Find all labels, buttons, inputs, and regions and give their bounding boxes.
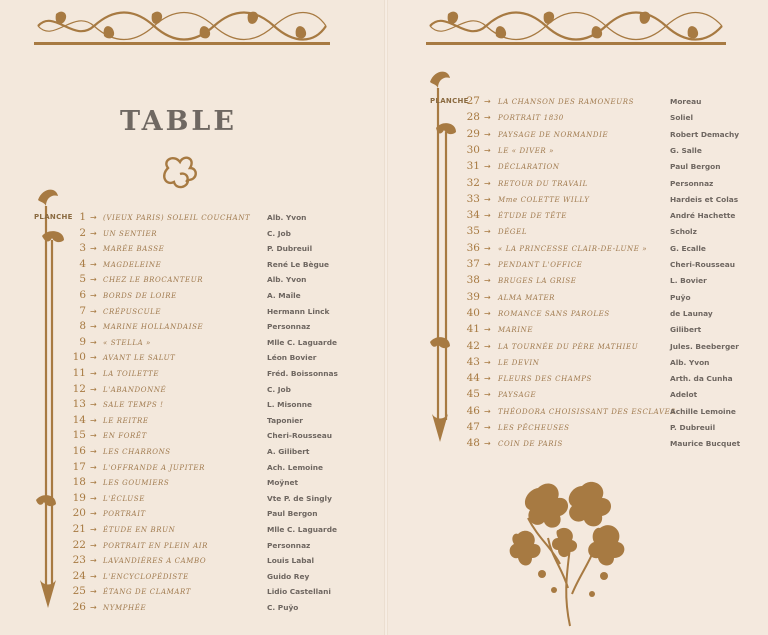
arrow-right-icon: → bbox=[484, 308, 491, 318]
arrow-right-icon: → bbox=[484, 227, 491, 237]
plate-row bbox=[388, 145, 764, 159]
plate-row bbox=[388, 292, 764, 306]
plate-title: PORTRAIT bbox=[103, 510, 146, 519]
arrow-right-icon: → bbox=[484, 374, 491, 384]
arrow-right-icon: → bbox=[90, 587, 97, 597]
plate-number: 38 bbox=[466, 274, 480, 287]
arrow-right-icon: → bbox=[484, 341, 491, 351]
plate-title: LA TOILETTE bbox=[103, 370, 160, 378]
arrow-right-icon: → bbox=[484, 162, 491, 172]
arrow-right-icon: → bbox=[484, 145, 491, 155]
arrow-right-icon: → bbox=[90, 431, 97, 441]
plate-title: LE « DIVER » bbox=[498, 146, 555, 155]
plate-number: 47 bbox=[466, 421, 480, 433]
arrow-right-icon: → bbox=[90, 322, 97, 332]
arrow-right-icon: → bbox=[90, 259, 97, 269]
plate-number: 8 bbox=[79, 320, 86, 333]
plate-row bbox=[388, 275, 764, 289]
plate-row bbox=[388, 129, 764, 143]
plate-row bbox=[0, 352, 380, 366]
plate-artist: A. Maîle bbox=[267, 291, 301, 300]
arrow-right-icon: → bbox=[90, 447, 97, 456]
plate-row bbox=[388, 259, 764, 273]
arrow-right-icon: → bbox=[484, 276, 491, 286]
plate-artist: Adelot bbox=[670, 390, 698, 400]
arrow-right-icon: → bbox=[90, 291, 97, 300]
plate-title: CRÉPUSCULE bbox=[103, 307, 162, 316]
plate-title: LAVANDIÈRES A CAMBO bbox=[103, 557, 207, 566]
plate-artist: Moÿnet bbox=[267, 478, 299, 488]
plate-title: SALE TEMPS ! bbox=[103, 401, 164, 410]
plate-number: 45 bbox=[466, 388, 480, 401]
arrow-right-icon: → bbox=[484, 113, 491, 123]
plate-row bbox=[0, 508, 380, 522]
arrow-right-icon: → bbox=[90, 525, 97, 534]
plate-number: 41 bbox=[466, 323, 480, 336]
plate-number: 20 bbox=[72, 507, 86, 520]
plate-row bbox=[0, 493, 380, 507]
plate-number: 9 bbox=[79, 335, 86, 348]
plate-artist: Hardeis et Colas bbox=[670, 194, 739, 204]
ornament-header-left bbox=[34, 6, 330, 46]
plate-title: L'OFFRANDE A JUPITER bbox=[103, 463, 205, 472]
plate-artist: Personnaz bbox=[267, 540, 311, 550]
plate-row bbox=[388, 210, 764, 224]
plate-title: RETOUR DU TRAVAIL bbox=[498, 179, 588, 188]
plate-row bbox=[0, 399, 380, 413]
plate-row bbox=[388, 96, 764, 110]
plate-row bbox=[0, 337, 380, 351]
plate-number: 19 bbox=[72, 491, 86, 504]
plate-artist: C. Puÿo bbox=[267, 603, 299, 612]
arrow-right-icon: → bbox=[90, 275, 97, 285]
plate-number: 10 bbox=[72, 351, 86, 364]
plate-title: MARÉE BASSE bbox=[103, 245, 165, 254]
plate-number: 34 bbox=[466, 209, 480, 222]
plate-artist: Mlle C. Laguarde bbox=[267, 337, 337, 347]
plate-artist: Scholz bbox=[670, 227, 697, 237]
plate-number: 3 bbox=[79, 242, 86, 255]
plate-number: 28 bbox=[466, 111, 480, 124]
plate-title: ALMA MATER bbox=[498, 293, 556, 302]
plate-artist: L. Misonne bbox=[267, 400, 312, 410]
plate-row bbox=[388, 161, 764, 175]
plate-number: 2 bbox=[79, 226, 86, 239]
arrow-right-icon: → bbox=[90, 540, 97, 550]
plate-row bbox=[0, 524, 380, 538]
plate-title: Mme COLETTE WILLY bbox=[498, 195, 590, 204]
plate-row bbox=[0, 274, 380, 288]
plate-number: 27 bbox=[466, 95, 480, 107]
plate-artist: Arth. da Cunha bbox=[670, 374, 733, 384]
plate-row bbox=[388, 178, 764, 192]
plate-row bbox=[0, 446, 380, 460]
arrow-right-icon: → bbox=[484, 390, 491, 400]
arrow-right-icon: → bbox=[90, 213, 97, 222]
plate-row bbox=[388, 406, 764, 420]
plate-title: PAYSAGE DE NORMANDIE bbox=[498, 130, 609, 139]
plate-artist: Léon Bovier bbox=[267, 353, 317, 363]
plate-artist: Alb. Yvon bbox=[267, 275, 307, 285]
plate-artist: Alb. Yvon bbox=[267, 213, 307, 222]
plate-number: 30 bbox=[466, 143, 480, 156]
arrow-right-icon: → bbox=[90, 603, 97, 612]
plate-artist: Gilibert bbox=[670, 325, 702, 335]
arrow-right-icon: → bbox=[484, 178, 491, 188]
plate-artist: Cheri-Rousseau bbox=[670, 260, 736, 269]
plate-title: PAYSAGE bbox=[498, 391, 537, 400]
plate-row bbox=[388, 324, 764, 338]
plate-title: DÉCLARATION bbox=[498, 163, 560, 172]
plate-row bbox=[0, 586, 380, 600]
arrow-right-icon: → bbox=[90, 462, 97, 472]
plate-number: 42 bbox=[466, 339, 480, 352]
plate-artist: Maurice Bucquet bbox=[670, 439, 741, 449]
plate-artist: P. Dubreuil bbox=[267, 244, 313, 254]
plate-artist: G. Ecalle bbox=[670, 243, 706, 253]
plate-number: 40 bbox=[466, 306, 480, 319]
plate-artist: de Launay bbox=[670, 308, 713, 318]
plate-title: CHEZ LE BROCANTEUR bbox=[103, 276, 204, 285]
plate-title: DÉGEL bbox=[498, 228, 528, 237]
plate-title: LES PÊCHEUSES bbox=[498, 424, 570, 432]
plate-title: COIN DE PARIS bbox=[498, 440, 563, 449]
arrow-right-icon: → bbox=[484, 406, 491, 416]
plate-number: 22 bbox=[72, 538, 86, 551]
arrow-right-icon: → bbox=[90, 509, 97, 519]
plate-number: 4 bbox=[79, 257, 86, 270]
plate-title: THÉODORA CHOISISSANT DES ESCLAVES bbox=[498, 407, 676, 416]
plate-number: 6 bbox=[79, 289, 86, 301]
plate-number: 39 bbox=[466, 290, 480, 303]
plate-row bbox=[0, 602, 380, 616]
plate-number: 37 bbox=[466, 258, 480, 270]
plate-number: 44 bbox=[466, 372, 480, 385]
plate-artist: Cheri-Rousseau bbox=[267, 431, 333, 441]
plate-number: 18 bbox=[72, 476, 86, 489]
flourish-icon bbox=[160, 154, 202, 190]
plate-row bbox=[388, 373, 764, 387]
plate-artist: G. Salle bbox=[670, 145, 702, 155]
arrow-right-icon: → bbox=[484, 325, 491, 335]
plate-row bbox=[0, 571, 380, 585]
plate-title: ÉTUDE DE TÊTE bbox=[498, 212, 567, 221]
plate-artist: Soliel bbox=[670, 113, 694, 123]
plate-title: L'ÉCLUSE bbox=[103, 494, 145, 503]
plate-number: 29 bbox=[466, 127, 480, 140]
plate-title: (VIEUX PARIS) SOLEIL COUCHANT bbox=[103, 214, 251, 222]
floral-bouquet-illustration bbox=[508, 478, 638, 628]
plate-row bbox=[0, 477, 380, 491]
plate-artist: Paul Bergon bbox=[267, 509, 318, 519]
arrow-right-icon: → bbox=[484, 211, 491, 221]
plate-title: MARINE HOLLANDAISE bbox=[103, 323, 204, 332]
plate-artist: André Hachette bbox=[670, 211, 736, 221]
plate-artist: C. Job bbox=[267, 384, 291, 394]
plate-number: 31 bbox=[466, 160, 480, 173]
plate-title: PORTRAIT 1830 bbox=[498, 114, 564, 123]
plate-number: 48 bbox=[466, 437, 480, 450]
plate-artist: A. Gilibert bbox=[267, 447, 310, 456]
plate-title: PENDANT L'OFFICE bbox=[498, 261, 583, 269]
plate-label: PLANCHE bbox=[430, 97, 469, 105]
plate-row bbox=[0, 368, 380, 382]
plate-artist: Alb. Yvon bbox=[670, 357, 710, 367]
plate-artist: Taponier bbox=[267, 415, 303, 425]
plate-number: 43 bbox=[466, 355, 480, 368]
arrow-right-icon: → bbox=[90, 415, 97, 425]
plate-number: 26 bbox=[72, 601, 86, 613]
arrow-right-icon: → bbox=[90, 493, 97, 503]
plate-title: « LA PRINCESSE CLAIR-DE-LUNE » bbox=[498, 244, 648, 253]
plate-title: LA TOURNÉE DU PÈRE MATHIEU bbox=[498, 342, 639, 351]
arrow-right-icon: → bbox=[484, 97, 491, 106]
plate-artist: Moreau bbox=[670, 97, 702, 106]
plate-row bbox=[0, 555, 380, 569]
arrow-right-icon: → bbox=[90, 556, 97, 566]
plate-artist: René Le Bègue bbox=[267, 259, 330, 269]
plate-number: 5 bbox=[79, 273, 86, 286]
plate-title: EN FORÊT bbox=[103, 432, 147, 441]
plate-artist: Vte P. de Singly bbox=[267, 493, 332, 503]
plate-artist: Hermann Linck bbox=[267, 306, 330, 316]
arrow-right-icon: → bbox=[90, 337, 97, 347]
plate-row bbox=[388, 357, 764, 371]
plate-row bbox=[388, 438, 764, 452]
plate-title: L'ENCYCLOPÉDISTE bbox=[103, 572, 189, 581]
plate-number: 16 bbox=[72, 445, 86, 457]
plate-number: 25 bbox=[72, 585, 86, 598]
plate-artist: Louis Labal bbox=[267, 556, 315, 566]
plate-number: 12 bbox=[72, 382, 86, 395]
arrow-right-icon: → bbox=[90, 353, 97, 363]
plate-row bbox=[0, 212, 380, 226]
arrow-right-icon: → bbox=[90, 306, 97, 316]
plate-row bbox=[0, 243, 380, 257]
arrow-right-icon: → bbox=[90, 571, 97, 581]
plate-row bbox=[0, 290, 380, 304]
plate-title: « STELLA » bbox=[103, 338, 151, 347]
plate-title: ÉTANG DE CLAMART bbox=[103, 588, 192, 597]
plate-row bbox=[0, 415, 380, 429]
plate-title: PORTRAIT EN PLEIN AIR bbox=[103, 541, 208, 550]
plate-artist: Ach. Lemoine bbox=[267, 462, 324, 472]
arrow-right-icon: → bbox=[90, 384, 97, 394]
plate-row bbox=[388, 422, 764, 436]
plate-number: 11 bbox=[72, 367, 86, 379]
arrow-right-icon: → bbox=[484, 423, 491, 432]
plate-number: 1 bbox=[79, 211, 86, 223]
plate-row bbox=[388, 341, 764, 355]
plate-title: NYMPHÉE bbox=[103, 604, 147, 612]
plate-number: 7 bbox=[79, 304, 86, 317]
plate-artist: Guido Rey bbox=[267, 571, 310, 581]
plate-artist: Personnaz bbox=[267, 322, 311, 332]
plate-artist: Paul Bergon bbox=[670, 162, 721, 172]
plate-title: BORDS DE LOIRE bbox=[103, 292, 177, 300]
plate-number: 35 bbox=[466, 225, 480, 238]
plate-row bbox=[0, 384, 380, 398]
plate-number: 36 bbox=[466, 241, 480, 254]
ornament-header-right bbox=[426, 6, 726, 46]
plate-artist: Fréd. Boissonnas bbox=[267, 369, 338, 378]
plate-title: UN SENTIER bbox=[103, 229, 158, 238]
page-title: TABLE bbox=[120, 106, 237, 137]
plate-number: 15 bbox=[72, 429, 86, 442]
plate-number: 24 bbox=[72, 569, 86, 582]
plate-row bbox=[388, 389, 764, 403]
plate-row bbox=[0, 306, 380, 320]
plate-row bbox=[0, 540, 380, 554]
plate-row bbox=[0, 430, 380, 444]
plate-number: 14 bbox=[72, 413, 86, 426]
plate-number: 33 bbox=[466, 192, 480, 205]
arrow-right-icon: → bbox=[90, 228, 97, 238]
arrow-right-icon: → bbox=[484, 292, 491, 302]
plate-artist: L. Bovier bbox=[670, 276, 707, 286]
plate-title: AVANT LE SALUT bbox=[103, 354, 176, 363]
plate-artist: Achille Lemoine bbox=[670, 406, 736, 416]
plate-title: MARINE bbox=[498, 326, 534, 335]
arrow-right-icon: → bbox=[484, 194, 491, 204]
plate-number: 21 bbox=[72, 523, 86, 535]
plate-row bbox=[0, 228, 380, 242]
right-page bbox=[388, 0, 768, 635]
arrow-right-icon: → bbox=[90, 400, 97, 410]
plate-row bbox=[388, 243, 764, 257]
plate-title: LES GOUMIERS bbox=[103, 479, 170, 488]
plate-row bbox=[388, 308, 764, 322]
plate-artist: Jules. Beeberger bbox=[670, 341, 739, 351]
plate-artist: Lidio Castellani bbox=[267, 587, 331, 597]
plate-row bbox=[388, 112, 764, 126]
plate-title: FLEURS DES CHAMPS bbox=[498, 375, 592, 384]
arrow-right-icon: → bbox=[484, 260, 491, 269]
arrow-right-icon: → bbox=[90, 369, 97, 378]
plate-artist: P. Dubreuil bbox=[670, 423, 716, 432]
arrow-right-icon: → bbox=[484, 357, 491, 367]
plate-row bbox=[0, 259, 380, 273]
plate-number: 13 bbox=[72, 398, 86, 411]
plate-row bbox=[0, 462, 380, 476]
plate-artist: Robert Demachy bbox=[670, 129, 740, 139]
plate-number: 46 bbox=[466, 404, 480, 417]
plate-number: 17 bbox=[72, 460, 86, 473]
plate-label: PLANCHE bbox=[34, 213, 73, 221]
arrow-right-icon: → bbox=[484, 243, 491, 253]
plate-title: L'ABANDONNÉ bbox=[103, 385, 167, 394]
plate-title: MAGDELEINE bbox=[103, 260, 162, 269]
plate-row bbox=[0, 321, 380, 335]
arrow-right-icon: → bbox=[90, 478, 97, 488]
arrow-right-icon: → bbox=[484, 129, 491, 139]
plate-title: ÉTUDE EN BRUN bbox=[103, 526, 176, 534]
arrow-right-icon: → bbox=[484, 439, 491, 449]
plate-artist: Puÿo bbox=[670, 292, 691, 302]
plate-number: 32 bbox=[466, 176, 480, 189]
plate-artist: Mlle C. Laguarde bbox=[267, 525, 337, 534]
plate-title: LES CHARRONS bbox=[103, 448, 171, 456]
plate-title: LA CHANSON DES RAMONEURS bbox=[498, 98, 635, 106]
plate-artist: C. Job bbox=[267, 228, 291, 238]
arrow-right-icon: → bbox=[90, 244, 97, 254]
plate-number: 23 bbox=[72, 554, 86, 567]
plate-title: LE DEVIN bbox=[498, 358, 540, 367]
plate-artist: Personnaz bbox=[670, 178, 714, 188]
plate-row bbox=[388, 226, 764, 240]
plate-title: LE REITRE bbox=[103, 416, 149, 425]
plate-title: ROMANCE SANS PAROLES bbox=[498, 309, 610, 318]
plate-title: BRUGES LA GRISE bbox=[498, 277, 577, 286]
plate-row bbox=[388, 194, 764, 208]
